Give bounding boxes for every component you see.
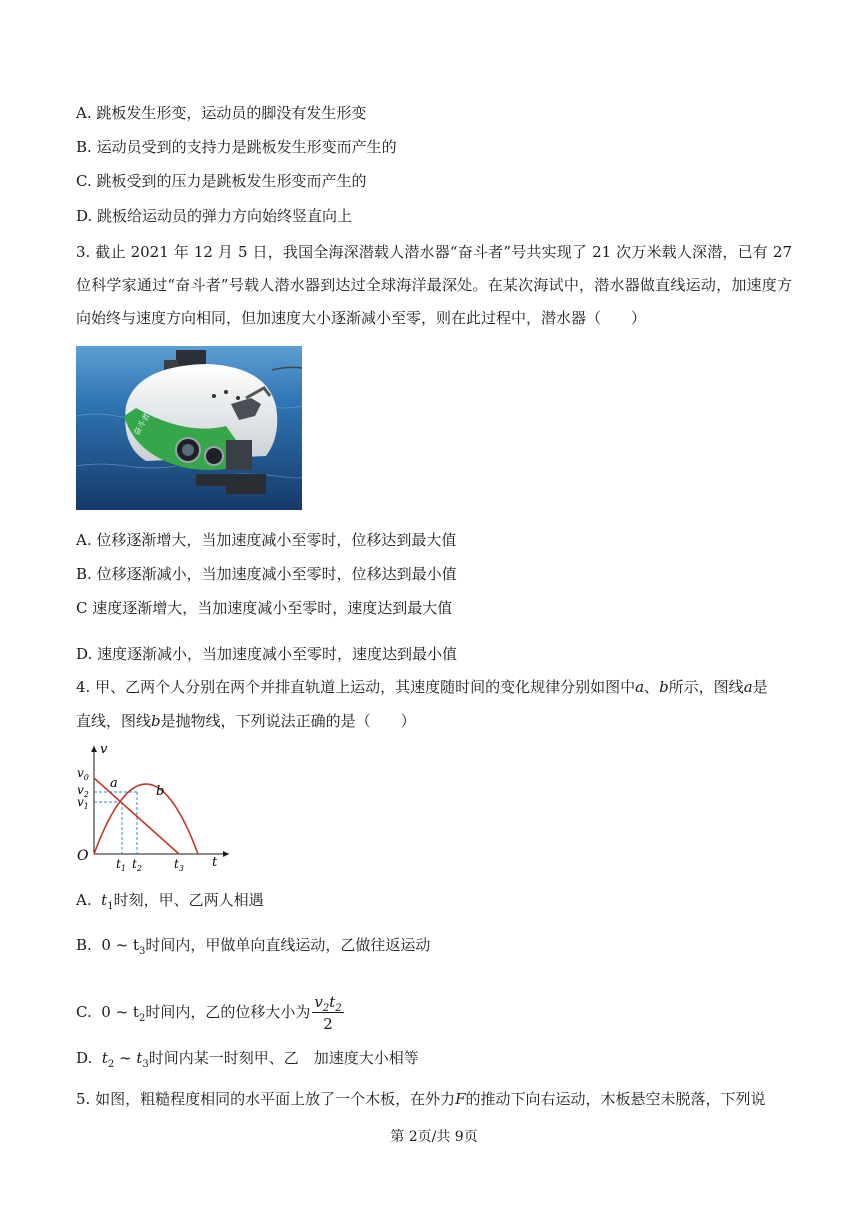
q5-stem-text-2: 的推动下向右运动，木板悬空未脱落，下列说: [465, 1090, 766, 1108]
t3-label: $t_3$: [174, 857, 184, 873]
option-var: t: [101, 891, 108, 909]
option-var: 0 ~ t: [101, 1003, 139, 1021]
v0-label: $v_0$: [77, 766, 89, 782]
option-text: 跳板给运动员的弹力方向始终竖直向上: [97, 207, 353, 225]
q2-option-a: [76, 103, 366, 123]
q4-stem-a: a: [635, 678, 645, 696]
option-label: B.: [76, 138, 92, 156]
q5-force-symbol: F: [455, 1090, 466, 1108]
line-b-label: b: [156, 784, 165, 799]
velocity-time-graph: [74, 742, 234, 874]
option-var: 0 ~ t: [101, 936, 140, 954]
line-a-label: a: [110, 776, 118, 791]
option-label: D.: [76, 207, 93, 225]
q2-option-c: [76, 171, 367, 191]
option-text: 位移逐渐减小，当加速度减小至零时，位移达到最小值: [96, 565, 457, 583]
q4-stem-text-1: 4. 甲、乙两个人分别在两个并排直轨道上运动，其速度随时间的变化规律分别如图中: [76, 678, 636, 696]
option-sub: 2: [107, 1059, 115, 1070]
q4-stem-text-4: 直线，图线: [76, 712, 152, 730]
option-text: 速度逐渐减小，当加速度减小至零时，速度达到最小值: [97, 645, 458, 663]
page-footer: 第 2页/共 9页: [390, 1129, 478, 1145]
q4-option-b: [76, 935, 430, 955]
displacement-fraction: $\frac{v_2t_2}{2}$: [314, 993, 342, 1033]
q4-option-a: [76, 890, 264, 910]
option-text: 时间内某一时刻甲、乙 加速度大小相等: [148, 1049, 419, 1067]
option-text: 时刻，甲、乙两人相遇: [113, 891, 264, 909]
option-var: t: [101, 1049, 108, 1067]
option-label: D.: [76, 1049, 93, 1067]
v-axis-arrow: [91, 746, 97, 752]
option-label: B.: [76, 565, 92, 583]
q4-stem-text-5: 是抛物线，下列说法正确的是（ ）: [160, 712, 416, 730]
q3-option-a: [76, 530, 456, 550]
line-a: [94, 778, 179, 854]
sub-name-label: 奋斗者: [131, 411, 152, 437]
option-sub: 3: [139, 946, 146, 957]
q5-stem: [76, 1089, 766, 1109]
option-label: A.: [76, 104, 92, 122]
option-sub: 1: [107, 901, 114, 912]
option-label: C.: [76, 1003, 92, 1021]
option-text: 时间内，甲做单向直线运动，乙做往返运动: [145, 936, 431, 954]
q4-stem-text-3: 是: [752, 678, 768, 696]
option-text: 时间内，乙的位移大小为: [145, 1003, 311, 1021]
q4-stem-a2: a: [743, 678, 753, 696]
t-axis-label: t: [212, 855, 218, 870]
origin-label: O: [77, 848, 89, 864]
option-sub-2: 3: [142, 1059, 149, 1070]
q3-stem: 3. 截止 2021 年 12 月 5 日，我国全海深潜载人潜水器“奋斗者”号共实现了 21 次万米载人深潜，已有 27 位科学家通过“奋斗者”号载人潜水器到达过全球海洋最深处。在某次海试中，潜水器做直线运动，加速度方向始终与速度方向相同，但加速度大小逐渐减小至零，则在此过程中，潜水器（ ）: [76, 243, 792, 327]
t-axis-arrow: [223, 851, 229, 857]
q3-option-d: [76, 644, 457, 664]
dashed-guides: [94, 792, 137, 854]
q4-stem-text-2: 所示，图线: [668, 678, 744, 696]
option-label: B.: [76, 936, 92, 954]
q4-stem-line1: [76, 677, 768, 697]
option-label: D.: [76, 645, 93, 663]
q4-stem-sep: 、: [644, 678, 660, 696]
option-sub: 2: [138, 1013, 146, 1024]
option-label: C: [76, 599, 88, 617]
option-label: A.: [76, 891, 92, 909]
option-text: 跳板受到的压力是跳板发生形变而产生的: [96, 172, 367, 190]
option-tilde: ~: [114, 1049, 137, 1067]
q4-stem-line2: [76, 711, 416, 731]
q4-option-d: [76, 1048, 419, 1068]
v-axis-label: v: [100, 742, 108, 757]
q4-stem-b: b: [659, 678, 669, 696]
q2-option-d: [76, 206, 352, 226]
q2-option-b: [76, 137, 397, 157]
v2-label: $v_2$: [77, 783, 89, 799]
option-text: 速度逐渐增大，当加速度减小至零时，速度达到最大值: [92, 599, 453, 617]
t1-label: $t_1$: [116, 857, 126, 873]
v1-label: $v_1$: [77, 795, 89, 811]
line-b: [94, 784, 198, 854]
q3-option-b: [76, 564, 457, 584]
option-label: A.: [76, 531, 92, 549]
t2-label: $t_2$: [132, 857, 142, 873]
option-text: 运动员受到的支持力是跳板发生形变而产生的: [96, 138, 397, 156]
q4-stem-b2: b: [151, 712, 161, 730]
q5-stem-text-1: 5. 如图，粗糙程度相同的水平面上放了一个木板，在外力: [76, 1090, 456, 1108]
option-var-2: t: [136, 1049, 143, 1067]
q3-option-c: [76, 598, 452, 618]
option-label: C.: [76, 172, 92, 190]
option-text: 跳板发生形变，运动员的脚没有发生形变: [96, 104, 367, 122]
submersible-photo: [76, 346, 302, 510]
q4-option-c: [76, 992, 344, 1034]
option-text: 位移逐渐增大，当加速度减小至零时，位移达到最大值: [96, 531, 457, 549]
